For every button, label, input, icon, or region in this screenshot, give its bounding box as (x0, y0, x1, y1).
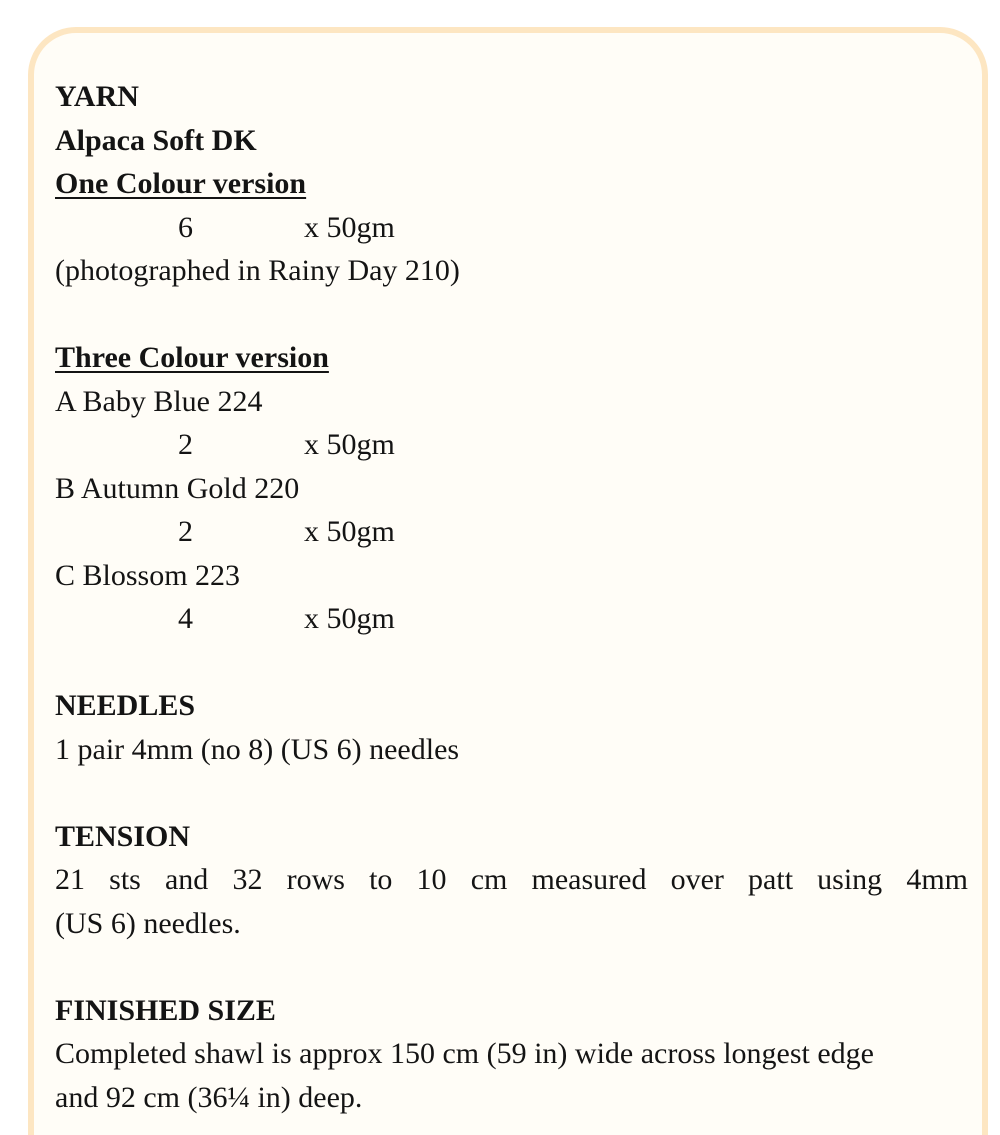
finished-size-line-1: Completed shawl is approx 150 cm (59 in) wide across longest edge (55, 1037, 874, 1070)
one-colour-note: (photographed in Rainy Day 210) (55, 254, 460, 287)
colour-b-label: B Autumn Gold 220 (55, 471, 300, 505)
one-colour-weight: x 50gm (304, 210, 395, 244)
tension-line-2: (US 6) needles. (55, 906, 241, 940)
one-colour-title (55, 162, 968, 206)
colour-c-quantity (55, 597, 968, 641)
one-colour-title-text: One Colour version (55, 167, 307, 200)
pattern-info (55, 75, 968, 1119)
colour-a-quantity (55, 423, 968, 467)
yarn-name: Alpaca Soft DK (55, 123, 257, 157)
colour-b-qty: 2 (178, 515, 193, 548)
three-colour-title-text: Three Colour version (55, 341, 329, 374)
colour-c-qty: 4 (178, 602, 193, 635)
finished-size-heading: FINISHED SIZE (55, 993, 276, 1027)
spacer (55, 641, 968, 685)
yarn-heading: YARN (55, 80, 139, 113)
colour-b-weight: x 50gm (304, 515, 395, 548)
colour-a-weight: x 50gm (304, 428, 395, 461)
spacer (55, 945, 968, 989)
one-colour-qty: 6 (178, 210, 193, 244)
spacer (55, 771, 968, 815)
colour-c-label: C Blossom 223 (55, 558, 241, 592)
colour-a-label: A Baby Blue 224 (55, 384, 263, 418)
tension-line-1: 21 sts and 32 rows to 10 cm measured over patt using 4mm (55, 863, 968, 896)
needles-heading: NEEDLES (55, 689, 196, 722)
spacer (55, 293, 968, 337)
finished-size-line-2: and 92 cm (36¼ in) deep. (55, 1080, 363, 1114)
three-colour-title (55, 336, 968, 380)
colour-a-qty: 2 (178, 428, 193, 461)
one-colour-quantity (55, 206, 968, 250)
tension-heading: TENSION (55, 819, 191, 853)
needles-text: 1 pair 4mm (no 8) (US 6) needles (55, 732, 460, 766)
colour-c-weight: x 50gm (304, 602, 395, 635)
colour-b-quantity (55, 510, 968, 554)
